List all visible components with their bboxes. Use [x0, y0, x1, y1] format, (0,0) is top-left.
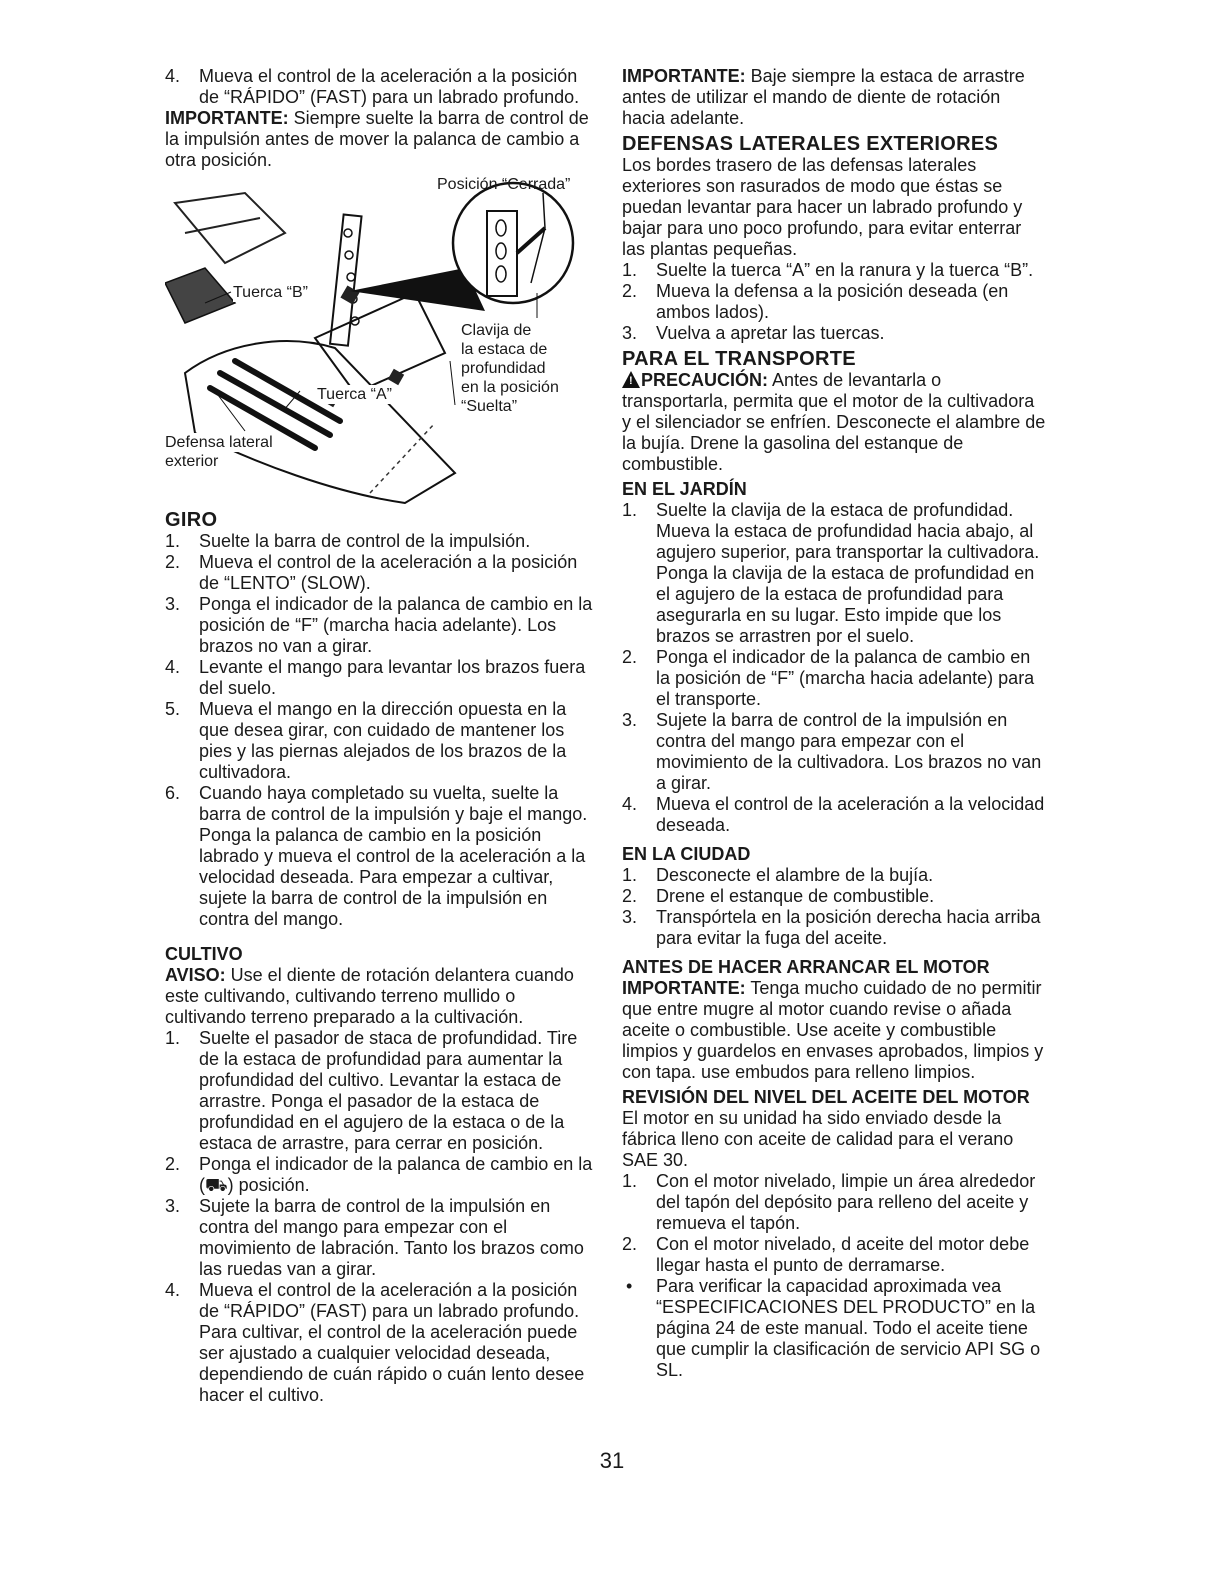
warning-icon: ! [622, 371, 640, 388]
bullet-item [622, 1276, 1047, 1381]
list-item [622, 323, 1047, 344]
arrancar-heading: ANTES DE HACER ARRANCAR EL MOTOR [622, 957, 990, 977]
transporte-heading: PARA EL TRANSPORTE [622, 348, 856, 370]
jardin-heading: EN EL JARDÍN [622, 479, 747, 499]
page-number: 31 [599, 1448, 625, 1473]
list-item [165, 531, 595, 552]
defensas-heading: DEFENSAS LATERALES EXTERIORES [622, 133, 999, 155]
importante-note [165, 108, 595, 171]
left-column [165, 66, 595, 1406]
item-number: 4. [165, 657, 181, 677]
importante-note [622, 66, 1047, 129]
depth-stake-figure [165, 173, 595, 505]
importante-label: IMPORTANTE: [622, 66, 746, 86]
item-text: Mueva el control de la aceleración a la posición de “LENTO” (SLOW). [199, 552, 578, 593]
item-text: Mueva el control de la aceleración a la velocidad deseada. [656, 794, 1045, 835]
item-number: 1. [622, 500, 638, 520]
item-text: Mueva el control de la aceleración a la posición de “RÁPIDO” (FAST) para un labrado profundo. [199, 66, 580, 107]
label-nut-a: Tuerca “A” [317, 386, 392, 403]
list-item [622, 500, 1047, 647]
item-number: 4. [165, 1280, 181, 1300]
intro-list [165, 66, 595, 108]
item-text: Desconecte el alambre de la bujía. [656, 865, 934, 885]
arrancar-text: Tenga mucho cuidado de no permitir que entre mugre al motor cuando revise o añada aceite o combustible. Use aceite y combustible limpios y guardelos en envases aprobados, limpios y con tapa. use embudos para relleno limpios. [622, 978, 1044, 1082]
list-item [165, 1196, 595, 1280]
item-text: Vuelva a apretar las tuercas. [656, 323, 885, 343]
item-text: Suelte la clavija de la estaca de profundidad. Mueva la estaca de profundidad hacia abajo, al agujero superior, para transportar la cultivadora. Ponga la clavija de la estaca de profundidad en el agujero de la estaca de profundidad para asegurarla en su lugar. Esto impide que los brazos se arrastren por el suelo. [656, 500, 1040, 646]
label-nut-b: Tuerca “B” [233, 284, 308, 301]
label-pin-4: en la posición [461, 379, 559, 396]
aceite-heading: REVISIÓN DEL NIVEL DEL ACEITE DEL MOTOR [622, 1087, 1030, 1107]
item-text: Sujete la barra de control de la impulsión en contra del mango para empezar con el movimiento de labración. Tanto los brazos como las ruedas van a girar. [199, 1196, 584, 1279]
item-number: 2. [622, 1234, 638, 1254]
item-text: Transpórtela en la posición derecha hacia arriba para evitar la fuga del aceite. [656, 907, 1041, 948]
item-number: 3. [165, 594, 181, 614]
item-number: 1. [622, 865, 638, 885]
list-item [622, 647, 1047, 710]
ciudad-heading: EN LA CIUDAD [622, 844, 751, 864]
item-number: 6. [165, 783, 181, 803]
bullet-marker: • [626, 1276, 633, 1296]
list-item [165, 1028, 595, 1154]
item-text: Ponga el indicador de la palanca de cambio en la (⛟) posición. [199, 1154, 593, 1195]
aceite-list [622, 1171, 1047, 1276]
item-text: Con el motor nivelado, d aceite del motor debe llegar hasta el punto de derramarse. [656, 1234, 1030, 1275]
aceite-bullets [622, 1276, 1047, 1381]
cultivo-heading: CULTIVO [165, 944, 243, 964]
giro-list [165, 531, 595, 930]
item-number: 1. [622, 260, 638, 280]
list-item [165, 783, 595, 930]
precaucion-label: PRECAUCIÓN: [641, 370, 769, 390]
item-number: 2. [165, 552, 181, 572]
item-text: Para verificar la capacidad aproximada vea “ESPECIFICACIONES DEL PRODUCTO” en la página 24 de este manual. Todo el aceite tiene que cumplir la clasificación de servicio API SG o SL. [656, 1276, 1041, 1380]
label-closed-position: Posición “Cerrada” [437, 176, 571, 193]
aviso-note [165, 965, 595, 1028]
list-item [622, 794, 1047, 836]
list-item [165, 552, 595, 594]
item-number: 1. [165, 1028, 181, 1048]
item-text: Ponga el indicador de la palanca de cambio en la posición de “F” (marcha hacia adelante) para el transporte. [656, 647, 1035, 709]
ciudad-list [622, 865, 1047, 949]
list-item [622, 907, 1047, 949]
item-number: 1. [622, 1171, 638, 1191]
item-text: Drene el estanque de combustible. [656, 886, 935, 906]
item-text: Ponga el indicador de la palanca de cambio en la posición de “F” (marcha hacia adelante). Los brazos no van a girar. [199, 594, 593, 656]
precaucion-text: Antes de levantarla o transportarla, permita que el motor de la cultivadora y el silenciador se enfríen. Desconecte el alambre de la bujía. Drene la gasolina del estanque de combustible. [622, 370, 1046, 474]
item-number: 3. [622, 710, 638, 730]
list-item [622, 1234, 1047, 1276]
item-number: 2. [622, 647, 638, 667]
item-number: 3. [622, 323, 638, 343]
item-text: Suelte la tuerca “A” en la ranura y la tuerca “B”. [656, 260, 1034, 280]
list-item [622, 886, 1047, 907]
label-pin-2: la estaca de [461, 341, 548, 358]
item-text: Suelte la barra de control de la impulsión. [199, 531, 531, 551]
list-item [165, 594, 595, 657]
jardin-list [622, 500, 1047, 836]
list-item [165, 1154, 595, 1196]
label-pin-3: profundidad [461, 360, 546, 377]
list-item [165, 699, 595, 783]
label-side-shield-1: Defensa lateral [165, 434, 273, 451]
item-number: 4. [165, 66, 181, 86]
list-item [622, 260, 1047, 281]
item-number: 4. [622, 794, 638, 814]
right-column [622, 66, 1047, 1381]
precaucion-note [622, 370, 1047, 475]
giro-heading: GIRO [165, 509, 218, 531]
importante-text: Siempre suelte la barra de control de la impulsión antes de mover la palanca de cambio a otra posición. [165, 108, 589, 170]
item-text: Suelte el pasador de staca de profundidad. Tire de la estaca de profundidad para aumentar la profundidad del cultivo. Levantar la estaca de arrastre. Ponga el pasador de la estaca de profundidad en el agujero de la estaca o de la estaca de arrastre, para cerrar en posición. [199, 1028, 578, 1153]
item-number: 1. [165, 531, 181, 551]
item-text: Mueva la defensa a la posición deseada (en ambos lados). [656, 281, 1009, 322]
item-text: Mueva el mango en la dirección opuesta en la que desea girar, con cuidado de mantener los pies y las piernas alejados de los brazos de la cultivadora. [199, 699, 567, 782]
list-item [165, 66, 595, 108]
importante-label: IMPORTANTE: [165, 108, 289, 128]
label-pin-1: Clavija de [461, 322, 532, 339]
list-item [622, 1171, 1047, 1234]
item-number: 5. [165, 699, 181, 719]
label-side-shield-2: exterior [165, 453, 219, 470]
defensas-list [622, 260, 1047, 344]
list-item [622, 865, 1047, 886]
list-item [622, 710, 1047, 794]
list-item [165, 1280, 595, 1406]
cultivo-list [165, 1028, 595, 1406]
aviso-label: AVISO: [165, 965, 226, 985]
item-text: Con el motor nivelado, limpie un área alrededor del tapón del depósito para relleno del aceite y remueva el tapón. [656, 1171, 1036, 1233]
defensas-paragraph: Los bordes trasero de las defensas laterales exteriores son rasurados de modo que éstas se puedan levantar para hacer un labrado profundo y bajar para uno poco profundo, para evitar enterrar las plantas pequeñas. [622, 155, 1023, 259]
arrancar-label: IMPORTANTE: [622, 978, 746, 998]
item-text: Levante el mango para levantar los brazos fuera del suelo. [199, 657, 586, 698]
item-number: 3. [165, 1196, 181, 1216]
list-item [165, 657, 595, 699]
label-pin-5: “Suelta” [461, 398, 518, 415]
list-item [622, 281, 1047, 323]
arrancar-note [622, 978, 1047, 1083]
item-text: Cuando haya completado su vuelta, suelte la barra de control de la impulsión y baje el mango. Ponga la palanca de cambio en la posición labrado y mueva el control de la aceleración a la velocidad deseada. Para empezar a cultivar, sujete la barra de control de la impulsión en contra del mango. [199, 783, 588, 929]
item-text: Sujete la barra de control de la impulsión en contra del mango para empezar con el movimiento de la cultivadora. Los brazos no van a girar. [656, 710, 1042, 793]
item-number: 2. [165, 1154, 181, 1174]
aviso-text: Use el diente de rotación delantera cuando este cultivando, cultivando terreno mullido o cultivando terreno preparado a la cultivación. [165, 965, 574, 1027]
importante-text: Baje siempre la estaca de arrastre antes de utilizar el mando de diente de rotación hacia adelante. [622, 66, 1025, 128]
aceite-paragraph: El motor en su unidad ha sido enviado desde la fábrica lleno con aceite de calidad para el verano SAE 30. [622, 1108, 1014, 1170]
item-number: 3. [622, 907, 638, 927]
item-number: 2. [622, 886, 638, 906]
item-text: Mueva el control de la aceleración a la posición de “RÁPIDO” (FAST) para un labrado profundo. Para cultivar, el control de la aceleración puede ser ajustado a cualquier velocidad deseada, dependiendo de cuán rápido o cuán lento desee hacer el cultivo. [199, 1280, 585, 1405]
item-number: 2. [622, 281, 638, 301]
